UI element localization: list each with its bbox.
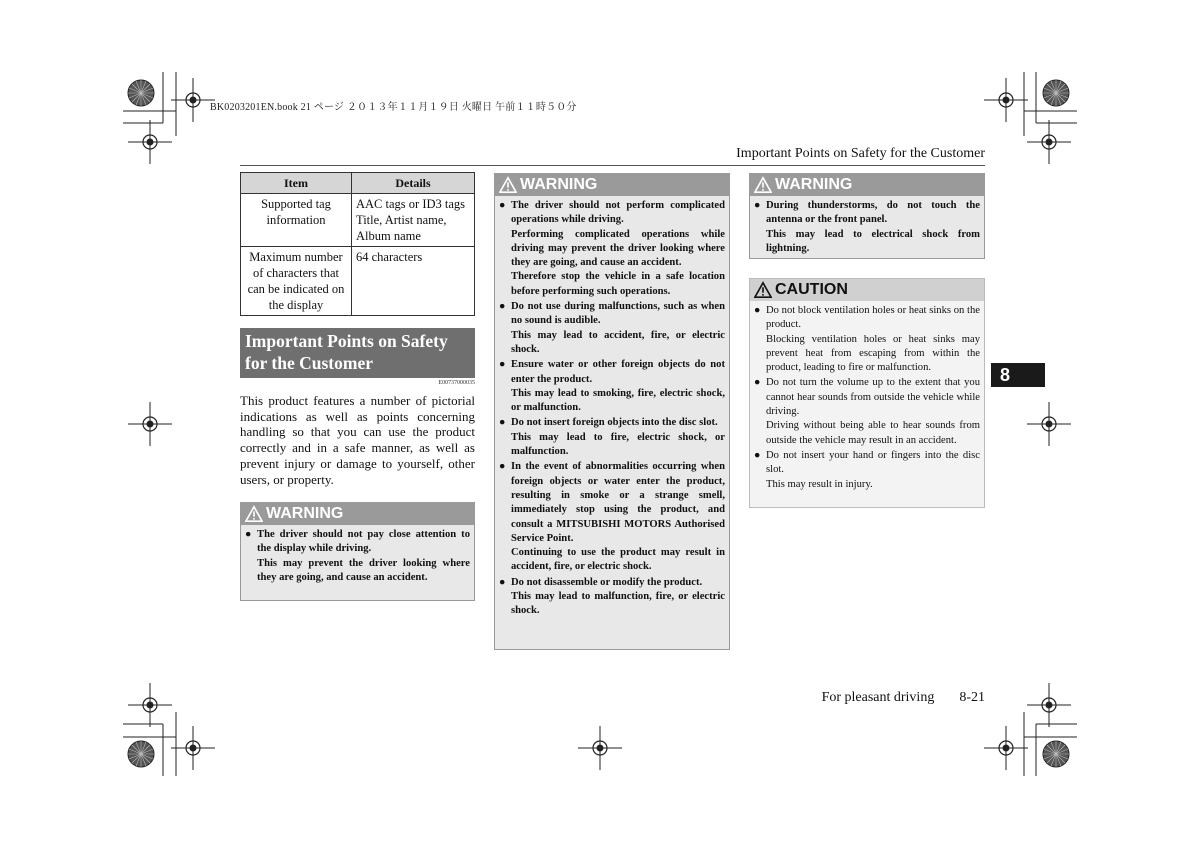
warning-label: WARNING	[266, 505, 344, 522]
warning-item-text: Do not use during malfunctions, such as when no sound is audible. This may lead to accident, fire, or electric shock.	[511, 301, 725, 355]
section-body: This product features a number of pictorial indications as well as points concerning handling so that you can use the product correctly and in a safe manner, as well as prevent injury or damage to yourself, other users, or property.	[240, 393, 475, 487]
header-rule	[240, 165, 985, 166]
caution-item-text: Do not turn the volume up to the extent that you cannot hear sounds from outside the vehicle while driving. Driving without being able to hear sounds from outside the vehicle may result in an accident.	[766, 377, 980, 446]
document-id: E00737000035	[438, 380, 475, 386]
table-cell-item: Maximum number of characters that can be indicated on the display	[241, 247, 352, 316]
warning-header	[241, 503, 474, 525]
warning-header	[750, 174, 984, 196]
bullet-icon: ●	[499, 200, 506, 211]
print-metadata: BK0203201EN.book 21 ページ ２０１３年１１月１９日 火曜日 午前１１時５０分	[210, 102, 577, 113]
list-item	[754, 304, 980, 375]
table-row	[241, 247, 475, 316]
warning-body	[750, 196, 984, 260]
warning-item-text: The driver should not pay close attention to the display while driving. This may prevent the driver looking where they are going, and cause an accident.	[257, 529, 470, 583]
warning-triangle-icon	[499, 176, 517, 194]
list-item	[499, 199, 725, 299]
warning-triangle-icon	[754, 176, 772, 194]
running-head: Important Points on Safety for the Customer	[736, 146, 985, 161]
warning-body	[495, 196, 729, 623]
warning-item-text: Do not insert foreign objects into the disc slot. This may lead to fire, electric shock, or malfunction.	[511, 417, 725, 458]
warning-label: WARNING	[775, 176, 853, 193]
bullet-icon: ●	[245, 529, 252, 540]
bullet-icon: ●	[499, 461, 506, 473]
table-cell-details: 64 characters	[352, 247, 475, 316]
warning-box-left	[240, 502, 475, 601]
caution-item-text: Do not block ventilation holes or heat sinks on the product. Blocking ventilation holes or heat sinks may prevent heat from escaping from within the product, leading to fire or malfunction.	[766, 305, 980, 374]
bullet-icon: ●	[499, 301, 506, 313]
bullet-icon: ●	[499, 359, 506, 371]
warning-box-middle	[494, 173, 730, 650]
footer-section-name: For pleasant driving	[821, 690, 935, 705]
list-item	[499, 300, 725, 357]
list-item	[754, 449, 980, 492]
table-header-details: Details	[352, 173, 475, 194]
table-header-item: Item	[241, 173, 352, 194]
list-item	[499, 416, 725, 459]
warning-item-text: Ensure water or other foreign objects do not enter the product. This may lead to smoking, fire, electric shock, or malfunction.	[511, 359, 725, 414]
page-number: 8-21	[959, 690, 985, 705]
bullet-icon: ●	[754, 377, 761, 389]
caution-triangle-icon	[754, 281, 772, 299]
table-header-row	[241, 173, 475, 194]
warning-item-text: During thunderstorms, do not touch the antenna or the front panel. This may lead to electrical shock from lightning.	[766, 200, 980, 254]
section-title: Important Points on Safety for the Customer	[240, 328, 475, 378]
warning-item-text: In the event of abnormalities occurring when foreign objects or water enter the product, resulting in smoke or a strange smell, immediately stop using the product, and consult a MITSUBISHI MOTORS Authorised Service Point. Continuing to use the product may result in accident, fire, or electric shock.	[511, 461, 725, 573]
list-item	[499, 576, 725, 619]
list-item	[754, 199, 980, 256]
caution-header	[750, 279, 984, 301]
bullet-icon: ●	[754, 449, 761, 461]
bullet-icon: ●	[754, 200, 761, 211]
warning-label: WARNING	[520, 176, 598, 193]
warning-header	[495, 174, 729, 196]
bullet-icon: ●	[499, 417, 506, 429]
bullet-icon: ●	[754, 305, 761, 316]
caution-body	[750, 301, 984, 496]
caution-label: CAUTION	[775, 281, 848, 298]
warning-item-text: Do not disassemble or modify the product. This may lead to malfunction, fire, or electric shock.	[511, 576, 725, 617]
table-cell-details: AAC tags or ID3 tags Title, Artist name, Album name	[352, 194, 475, 247]
table-row	[241, 194, 475, 247]
warning-triangle-icon	[245, 505, 263, 523]
chapter-tab: 8	[991, 363, 1045, 387]
caution-item-text: Do not insert your hand or fingers into the disc slot. This may result in injury.	[766, 449, 980, 490]
list-item	[245, 528, 470, 585]
table-cell-item: Supported tag information	[241, 194, 352, 247]
warning-box-right	[749, 173, 985, 259]
warning-body	[241, 525, 474, 589]
bullet-icon: ●	[499, 576, 506, 588]
caution-box-right	[749, 278, 985, 508]
page-footer	[800, 690, 985, 706]
list-item	[499, 460, 725, 574]
list-item	[499, 358, 725, 415]
spec-table	[240, 172, 475, 316]
warning-item-text: The driver should not perform complicated operations while driving. Performing complicated operations while driving may prevent the driver looking where they are going, and cause an accident. Therefore stop the vehicle in a safe location before performing such operations.	[511, 200, 725, 297]
list-item	[754, 376, 980, 447]
